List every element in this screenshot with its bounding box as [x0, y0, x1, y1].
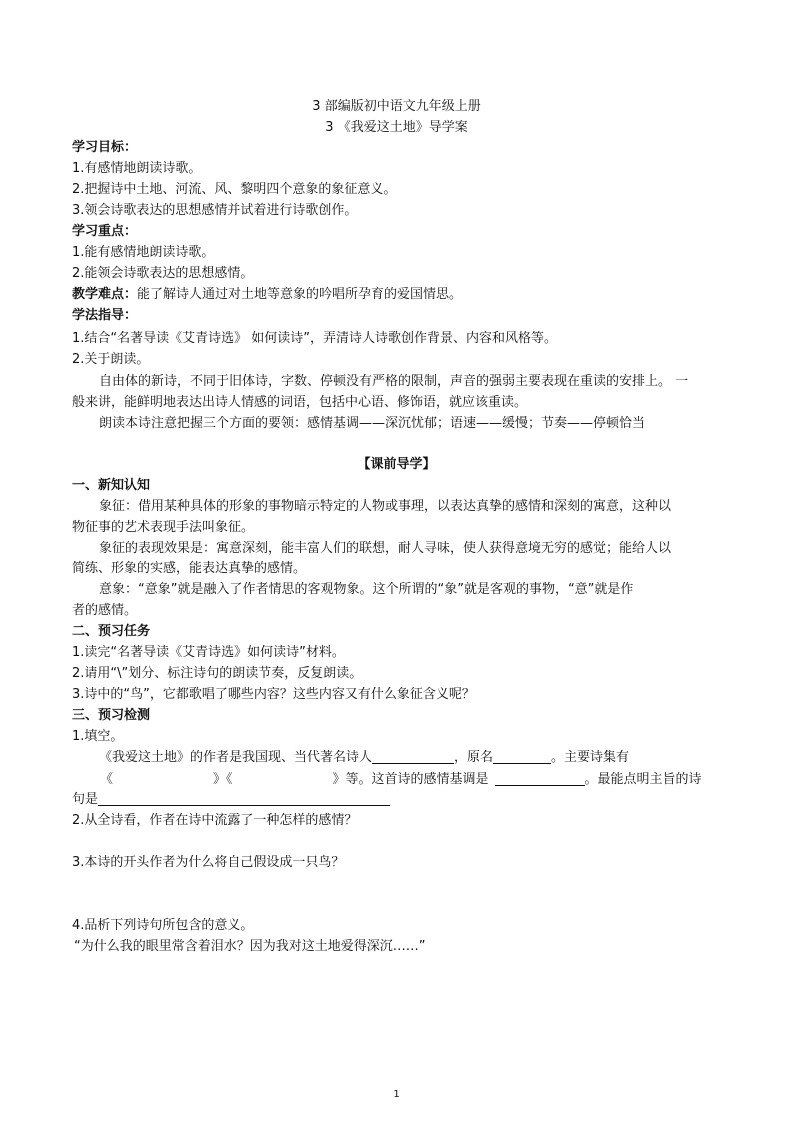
task-item: 3.诗中的“鸟”，它都歌唱了哪些内容？这些内容又有什么象征含义呢？ [72, 687, 475, 702]
fill-blank-line-3: 句是 [72, 790, 390, 810]
difficulty-heading: 教学难点： [72, 287, 138, 302]
image-definition-line: 意象：“意象”就是融入了作者情思的客观物象。这个所谓的“象”就是客观的事物，“意”就是作 [99, 582, 634, 597]
task-item: 1.读完“名著导读《艾青诗选》如何读诗”材料。 [72, 645, 345, 660]
question-4: 4.品析下列诗句所包含的意义。 [72, 918, 254, 933]
question-3: 3.本诗的开头作者为什么将自己假设成一只鸟？ [72, 855, 345, 870]
objectives-heading: 学习目标： [72, 140, 138, 155]
objective-item: 1.有感情地朗读诗歌。 [72, 161, 202, 176]
fill-blank-line-2: 《 》《 》等。这首诗的感情基调是 。最能点明主旨的诗 [100, 772, 702, 787]
document-title: 3 部编版初中语文九年级上册 [312, 99, 481, 114]
question-2: 2.从全诗看，作者在诗中流露了一种怎样的感情？ [72, 813, 358, 828]
symbol-definition-line: 象征：借用某种具体的形象的事物暗示特定的人物或事理，以表达真挚的感情和深刻的寓意，这种以 [99, 499, 672, 514]
keypoints-heading: 学习重点： [72, 224, 138, 239]
image-definition-line: 者的感情。 [72, 603, 138, 618]
poem-quote: “为什么我的眼里常含着泪水？因为我对这土地爱得深沉……” [74, 939, 426, 954]
pre-class-section-title: 【课前导学】 [357, 457, 436, 472]
document-subtitle: 3 《我爱这土地》导学案 [325, 120, 468, 135]
objective-item: 2.把握诗中土地、河流、风、黎明四个意象的象征意义。 [72, 182, 397, 197]
part2-heading: 二、预习任务 [72, 624, 151, 639]
method-item-2: 2.关于朗读。 [72, 352, 150, 367]
reading-tips-line: 朗读本诗注意把握三个方面的要领：感情基调——深沉忧郁；语速——缓慢；节奏——停顿恰当 [99, 416, 646, 431]
reading-paragraph-line: 般来讲，能鲜明地表达出诗人情感的词语，包括中心语、修饰语，就应该重读。 [72, 395, 528, 410]
part3-heading: 三、预习检测 [72, 708, 151, 723]
symbol-effect-line: 简练、形象的实感，能表达真挚的感情。 [72, 561, 307, 576]
original-name-blank[interactable] [493, 749, 551, 764]
keypoint-item: 1.能有感情地朗读诗歌。 [72, 245, 215, 260]
method-item-1: 1.结合“名著导读《艾青诗选》 如何读诗”，弄清诗人诗歌创作背景、内容和风格等。 [72, 331, 558, 346]
page-number: 1 [393, 1089, 400, 1100]
objective-item: 3.领会诗歌表达的思想感情并试着进行诗歌创作。 [72, 203, 358, 218]
theme-line-blank[interactable] [98, 791, 390, 806]
fill-blank-line-1: 《我爱这土地》的作者是我国现、当代著名诗人 ，原名 。主要诗集有 [99, 750, 630, 765]
tone-blank[interactable] [495, 771, 585, 786]
task-item: 2.请用“\”划分、标注诗句的朗读节奏，反复朗读。 [72, 666, 363, 681]
q1-label: 1.填空。 [72, 729, 124, 744]
method-heading: 学法指导： [72, 308, 138, 323]
difficulty-text: 能了解诗人通过对土地等意象的吟唱所孕育的爱国情思。 [137, 287, 463, 302]
keypoint-item: 2.能领会诗歌表达的思想感情。 [72, 266, 254, 281]
symbol-definition-line: 物征事的艺术表现手法叫象征。 [72, 520, 255, 535]
symbol-effect-line: 象征的表现效果是：寓意深刻，能丰富人们的联想，耐人寻味，使人获得意境无穷的感觉；能给人以 [99, 541, 672, 556]
part1-heading: 一、新知认知 [72, 478, 151, 493]
reading-paragraph-line: 自由体的新诗，不同于旧体诗，字数、停顿没有严格的限制，声音的强弱主要表现在重读的安排上。 一 [99, 374, 689, 389]
poet-blank[interactable] [372, 749, 454, 764]
difficulty-line [72, 285, 462, 305]
